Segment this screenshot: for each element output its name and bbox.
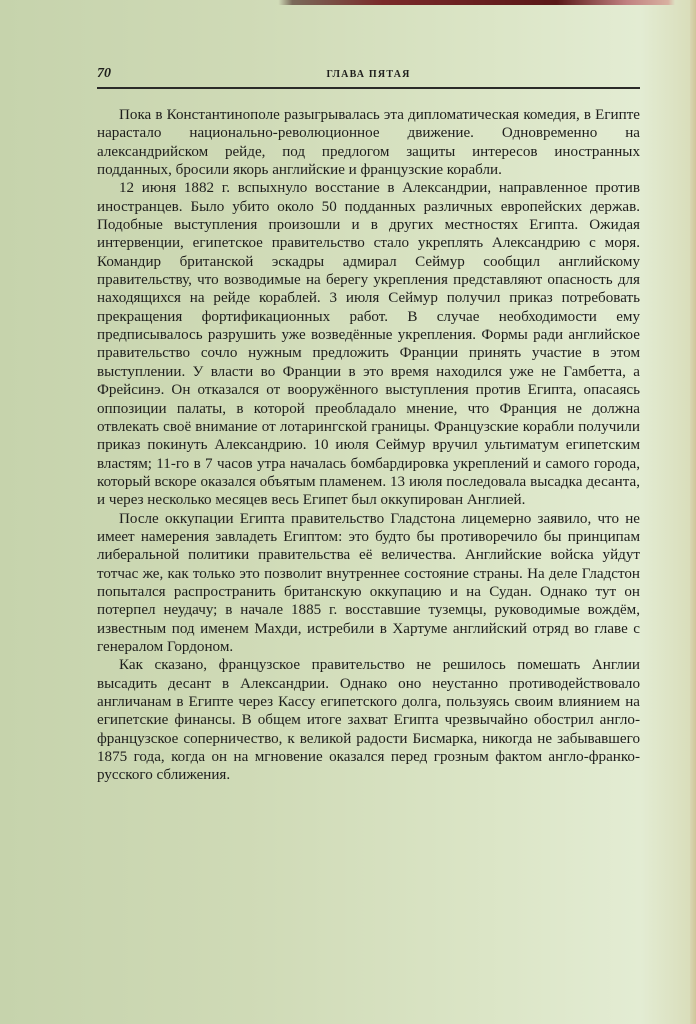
- book-spine-edge: [690, 0, 696, 1024]
- paragraph-2: 12 июня 1882 г. вспыхнуло восстание в Александрии, направленное против иностранцев. Было убито около 50 подданных различных европейских держав. Подобные выступления произошли и в других местностях Египта. Ожидая интервенции, египетское правительство стало укреплять Александрию с моря. Командир британской эскадры адмирал Сеймур сообщил английскому правительству, что возводимые на берегу укрепления представляют опасность для находящихся на рейде кораблей. 3 июля Сеймур получил приказ потребовать прекращения фортификационных работ. В случае необходимости ему предписывалось разрушить уже возведённые укрепления. Формы ради английское правительство сочло нужным предложить Франции принять участие в этом выступлении. У власти во Франции в это время находился уже не Гамбетта, а Фрейсинэ. Он отказался от вооружённого выступления против Египта, опасаясь оппозиции палаты, в которой преобладало мнение, что Франция не должна отвлекать своё внимание от лотарингской границы. Французские корабли получили приказ покинуть Александрию. 10 июля Сеймур вручил ультиматум египетским властям; 11-го в 7 часов утра началась бомбардировка укреплений и самого города, который вскоре оказался объятым пламенем. 13 июля последовала высадка десанта, и через несколько месяцев весь Египет был оккупирован Англией.: [97, 180, 640, 509]
- running-head: ГЛАВА ПЯТАЯ: [326, 69, 411, 80]
- header-rule: [97, 87, 640, 89]
- page-body: [97, 106, 640, 785]
- paragraph-3: После оккупации Египта правительство Гладстона лицемерно заявило, что не имеет намерения завладеть Египтом: это будто бы противоречило бы принципам либеральной политики правительства её величества. Английские войска уйдут тотчас же, как только это позволит внутреннее состояние страны. На деле Гладстон попытался распространить британскую оккупацию и на Судан. Однако тут он потерпел неудачу; в начале 1885 г. восставшие туземцы, руководимые вождём, известным под именем Махди, истребили в Хартуме английский отряд во главе с генералом Гордоном.: [97, 510, 640, 655]
- page-header: [97, 66, 640, 86]
- page-number: 70: [97, 66, 111, 81]
- book-top-edge: [0, 0, 696, 5]
- paragraph-1: Пока в Константинополе разыгрывалась эта дипломатическая комедия, в Египте нарастало национально-революционное движение. Одновременно на александрийском рейде, под предлогом защиты интересов иностранных подданных, бросили якорь английские и французские корабли.: [97, 107, 640, 179]
- paragraph-4: Как сказано, французское правительство не решилось помешать Англии высадить десант в Александрии. Однако оно неустанно противодействовало англичанам в Египте через Кассу египетского долга, пользуясь своим влиянием на египетские финансы. В общем итоге захват Египта чрезвычайно обострил англо-французское соперничество, к великой радости Бисмарка, никогда не забывавшего 1875 года, когда он на мгновение оказался перед грозным фактом англо-франко-русского сближения.: [97, 657, 640, 784]
